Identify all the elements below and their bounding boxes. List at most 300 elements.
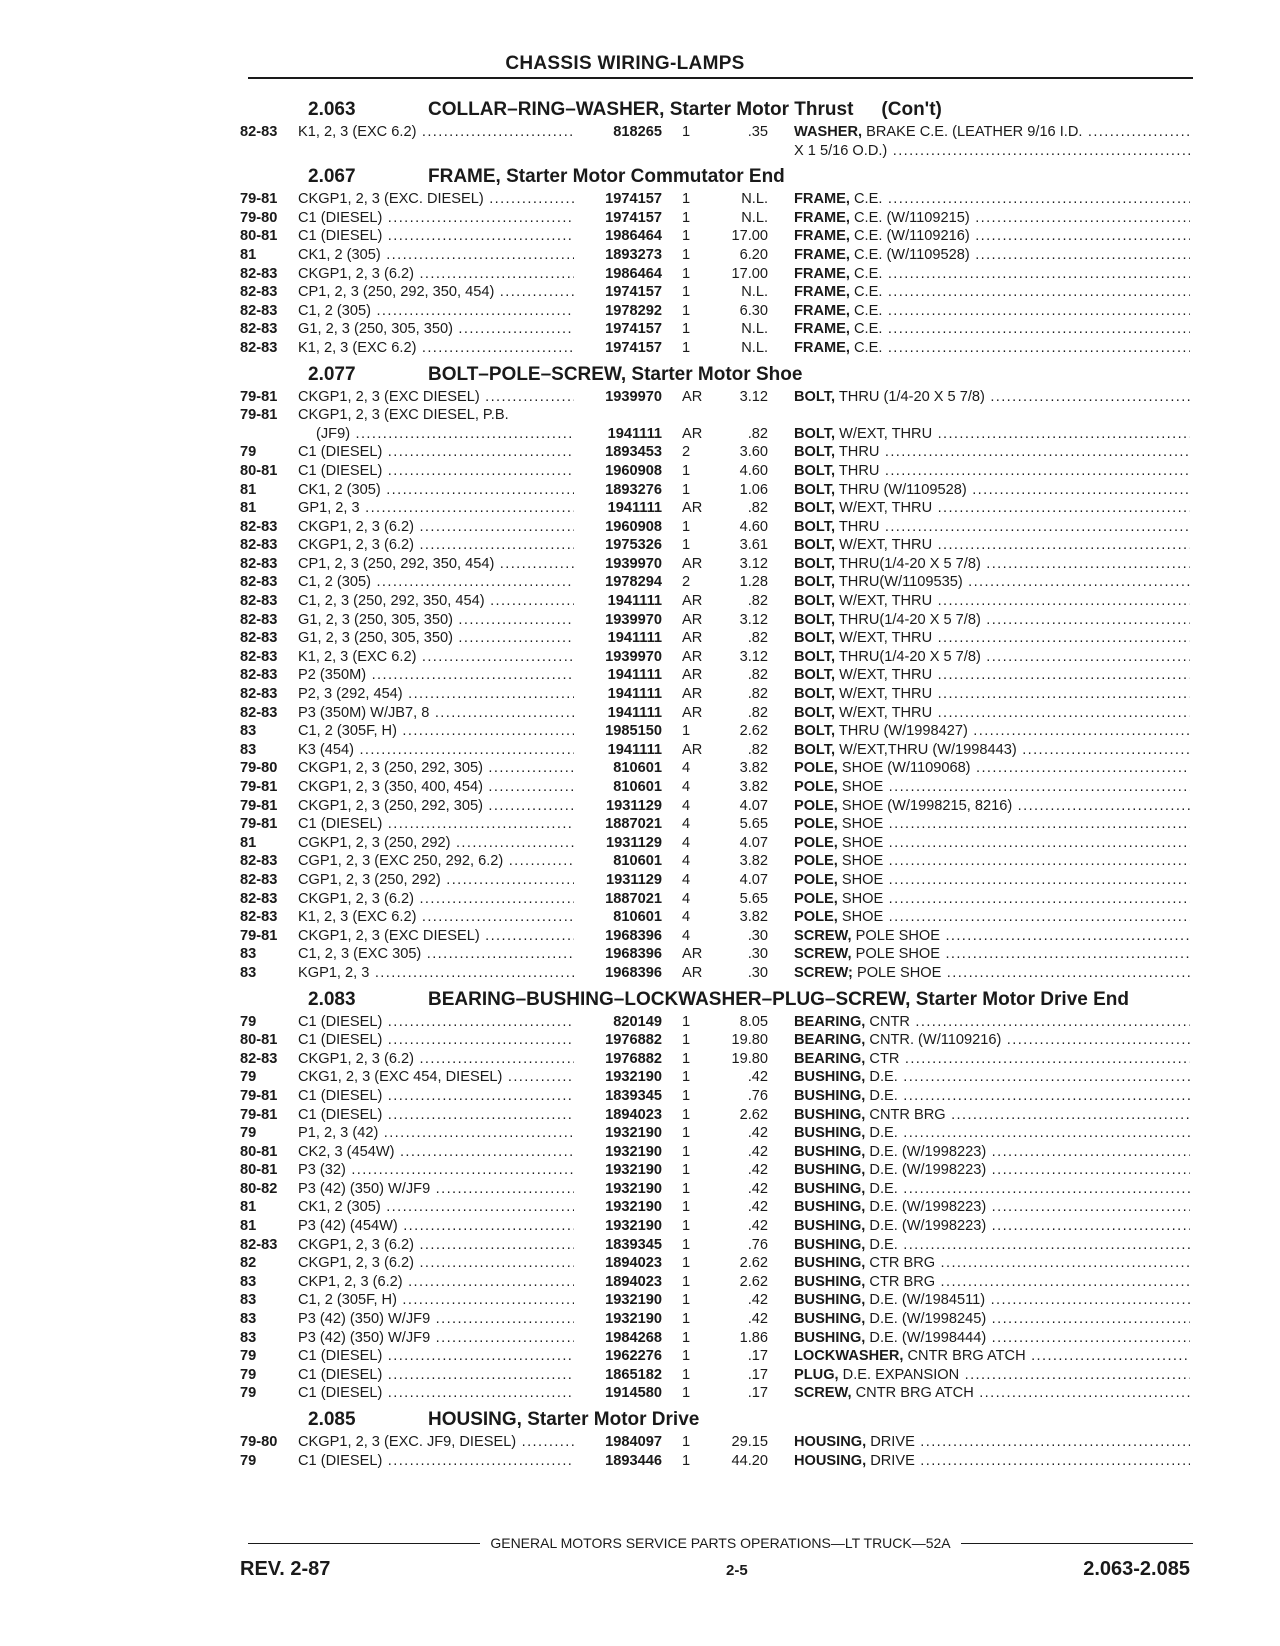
description <box>794 666 1190 685</box>
part-row <box>240 123 1190 142</box>
quantity <box>682 406 712 425</box>
application: C1 (DIESEL) ..... <box>298 209 574 228</box>
quantity: 1 <box>682 1180 691 1197</box>
part-detail: C.E. <box>849 191 883 208</box>
part-number: 1941111 <box>607 500 662 517</box>
model-year: 82-83 <box>240 853 278 870</box>
model-year: 81 <box>240 1218 257 1235</box>
part-detail: C.E. (W/1109216) <box>849 228 970 245</box>
model-year: 81 <box>240 246 257 263</box>
part-name: BOLT, <box>794 593 836 610</box>
model-year: 82-83 <box>240 124 278 140</box>
part-detail: CNTR BRG ATCH <box>851 1385 974 1402</box>
footer-rule-left <box>248 1543 480 1544</box>
quantity: 1 <box>682 246 691 263</box>
part-detail: SHOE <box>837 909 884 926</box>
description <box>794 1198 1190 1217</box>
part-number: 1931129 <box>605 871 662 888</box>
section-number: 2.077 <box>308 363 356 385</box>
part-name: BOLT, <box>794 648 836 665</box>
part-detail: C.E. <box>849 321 883 338</box>
part-detail: THRU (W/1109528) <box>835 481 967 498</box>
description <box>794 283 1190 302</box>
part-number: 1941111 <box>607 593 662 610</box>
model-year: 79-81 <box>240 191 278 208</box>
part-name: FRAME, <box>794 209 850 226</box>
part-row <box>240 964 1190 983</box>
part-number: 1894023 <box>605 1255 662 1272</box>
section-range: 2.063-2.085 <box>1083 1558 1190 1580</box>
part-detail: D.E. (W/1984511) <box>865 1292 986 1309</box>
quantity: 1 <box>682 518 691 535</box>
price: 2.62 <box>739 1273 768 1290</box>
price: N.L. <box>741 209 768 226</box>
part-name: BUSHING, <box>794 1199 866 1216</box>
part-number: 1893273 <box>605 246 662 263</box>
model-year: 82-83 <box>240 537 278 554</box>
application <box>298 142 574 161</box>
part-row <box>240 1366 1190 1385</box>
model-year: 82-83 <box>240 302 278 319</box>
part-detail: DRIVE <box>866 1434 915 1450</box>
part-name: SCREW, <box>794 946 852 963</box>
part-number: 1974157 <box>605 209 662 226</box>
part-row <box>240 320 1190 339</box>
part-name: BOLT, <box>794 444 836 461</box>
part-name: BOLT, <box>794 667 836 684</box>
part-number: 1985150 <box>605 723 662 740</box>
part-row <box>240 462 1190 481</box>
application: G1, 2, 3 (250, 305, 350) ..... <box>298 320 574 339</box>
application: K1, 2, 3 (EXC 6.2) ..... <box>298 123 574 142</box>
application: CKG1, 2, 3 (EXC 454, DIESEL) ..... <box>298 1068 574 1087</box>
quantity: 1 <box>682 339 691 356</box>
price: 5.65 <box>739 890 768 907</box>
part-row <box>240 1050 1190 1069</box>
continued-label: (Con't) <box>881 99 942 120</box>
description <box>794 704 1190 723</box>
part-name: BOLT, <box>794 555 836 572</box>
description <box>794 573 1190 592</box>
section-title <box>428 989 1190 1011</box>
part-detail: C.E. <box>849 339 883 356</box>
part-name: FRAME, <box>794 302 850 319</box>
section-title-text: BEARING–BUSHING–LOCKWASHER–PLUG–SCREW, Starter Motor Drive End <box>428 988 1129 1010</box>
model-year: 82 <box>240 1255 257 1272</box>
part-row <box>240 518 1190 537</box>
section-title-text: BOLT–POLE–SCREW, Starter Motor Shoe <box>428 363 803 385</box>
part-name: BUSHING, <box>794 1143 866 1160</box>
quantity: AR <box>682 704 703 721</box>
description <box>794 320 1190 339</box>
price: 6.30 <box>739 302 768 319</box>
part-number: 1976882 <box>605 1050 662 1067</box>
part-name: BOLT, <box>794 481 836 498</box>
part-number: 1839345 <box>605 1236 662 1253</box>
application: C1 (DIESEL) ..... <box>298 462 574 481</box>
part-number: 1986464 <box>605 265 662 282</box>
page-title: CHASSIS WIRING-LAMPS <box>505 53 745 74</box>
description <box>794 685 1190 704</box>
application: C1, 2, 3 (EXC 305) ..... <box>298 945 574 964</box>
part-number: 1931129 <box>605 797 662 814</box>
part-name: BOLT, <box>794 462 836 479</box>
part-number: 1893453 <box>605 444 662 461</box>
quantity: 1 <box>682 1050 691 1067</box>
price: 3.12 <box>739 648 768 665</box>
part-row <box>240 611 1190 630</box>
application: CKP1, 2, 3 (6.2) ..... <box>298 1273 574 1292</box>
price: 3.60 <box>739 444 768 461</box>
part-detail: CNTR. (W/1109216) <box>865 1032 1002 1049</box>
part-row <box>240 685 1190 704</box>
part-row <box>240 927 1190 946</box>
part-name: SCREW, <box>794 1385 852 1402</box>
part-row <box>240 302 1190 321</box>
part-number: 1974157 <box>605 321 662 338</box>
part-detail: D.E. (W/1998444) <box>865 1329 987 1346</box>
model-year: 82-83 <box>240 284 278 301</box>
application: CKGP1, 2, 3 (350, 400, 454) ..... <box>298 778 574 797</box>
part-name: BUSHING, <box>794 1311 866 1328</box>
revision-label: REV. 2-87 <box>240 1558 331 1580</box>
part-row <box>240 388 1190 407</box>
application: C1, 2 (305) ..... <box>298 302 574 321</box>
model-year: 82-83 <box>240 1050 278 1067</box>
part-name: BOLT, <box>794 500 836 517</box>
part-detail: CTR BRG <box>865 1255 936 1272</box>
description <box>794 499 1190 518</box>
price: 3.82 <box>739 853 768 870</box>
part-number: 810601 <box>613 909 662 926</box>
description <box>794 1236 1190 1255</box>
application: CKGP1, 2, 3 (EXC DIESEL) ..... <box>298 388 574 407</box>
part-name: BUSHING, <box>794 1180 866 1197</box>
application: C1 (DIESEL) ..... <box>298 1031 574 1050</box>
quantity: AR <box>682 611 703 628</box>
part-number: 1887021 <box>605 890 662 907</box>
section-title-text: HOUSING, Starter Motor Drive <box>428 1409 700 1430</box>
model-year: 79 <box>240 1125 257 1142</box>
price: 4.60 <box>739 462 768 479</box>
part-detail: C.E. (W/1109215) <box>849 209 970 226</box>
part-name: BUSHING, <box>794 1106 866 1123</box>
model-year: 81 <box>240 481 257 498</box>
part-name: WASHER, <box>794 124 863 140</box>
description <box>794 1452 1190 1471</box>
description <box>794 759 1190 778</box>
quantity: 4 <box>682 927 691 944</box>
description <box>794 871 1190 890</box>
price: .17 <box>747 1366 768 1383</box>
part-detail: D.E. <box>865 1236 898 1253</box>
part-detail: THRU (1/4-20 X 5 7/8) <box>835 388 985 405</box>
part-detail: C.E. <box>849 265 883 282</box>
description <box>794 1366 1190 1385</box>
part-detail: THRU <box>835 518 880 535</box>
part-detail: POLE SHOE <box>851 927 940 944</box>
part-number: 1978292 <box>605 302 662 319</box>
footer-publisher <box>248 1535 1193 1551</box>
footer-publisher-text: GENERAL MOTORS SERVICE PARTS OPERATIONS—LT TRUCK—52A <box>490 1535 951 1551</box>
application: G1, 2, 3 (250, 305, 350) ..... <box>298 629 574 648</box>
model-year: 79-81 <box>240 1087 278 1104</box>
part-name: BOLT, <box>794 686 836 703</box>
price: .30 <box>747 964 768 981</box>
part-name: BOLT, <box>794 704 836 721</box>
application: CKGP1, 2, 3 (250, 292, 305) ..... <box>298 759 574 778</box>
application: CKGP1, 2, 3 (EXC DIESEL) ..... <box>298 927 574 946</box>
price: .76 <box>747 1087 768 1104</box>
application: GP1, 2, 3 ..... <box>298 499 574 518</box>
model-year: 82-83 <box>240 667 278 684</box>
section-number: 2.083 <box>308 988 356 1010</box>
part-row <box>240 648 1190 667</box>
part-row <box>240 741 1190 760</box>
description <box>794 611 1190 630</box>
part-name: BUSHING, <box>794 1236 866 1253</box>
application: CKGP1, 2, 3 (6.2) ..... <box>298 536 574 555</box>
part-name: LOCKWASHER, <box>794 1348 904 1365</box>
quantity: AR <box>682 686 703 703</box>
application: C1, 2 (305F, H) ..... <box>298 722 574 741</box>
price: 3.12 <box>739 388 768 405</box>
part-name: BOLT, <box>794 518 836 535</box>
price: .17 <box>747 1385 768 1402</box>
part-number: 1976882 <box>605 1032 662 1049</box>
part-row <box>240 1347 1190 1366</box>
quantity: 1 <box>682 1311 691 1328</box>
model-year: 79-80 <box>240 1434 278 1450</box>
model-year: 79 <box>240 1069 257 1086</box>
part-row <box>240 1384 1190 1403</box>
part-number: 1968396 <box>605 964 662 981</box>
model-year: 79-81 <box>240 797 278 814</box>
application: C1, 2 (305) ..... <box>298 573 574 592</box>
application: C1, 2 (305F, H) ..... <box>298 1291 574 1310</box>
model-year: 79 <box>240 1366 257 1383</box>
part-detail: W/EXT, THRU <box>835 593 933 610</box>
part-row <box>240 1198 1190 1217</box>
application: C1 (DIESEL) ..... <box>298 1384 574 1403</box>
part-row <box>240 890 1190 909</box>
part-detail: SHOE <box>837 871 884 888</box>
part-row <box>240 722 1190 741</box>
price: .82 <box>747 704 768 721</box>
part-name: POLE, <box>794 816 838 833</box>
part-detail: THRU <box>835 462 880 479</box>
description <box>794 797 1190 816</box>
price: 2.62 <box>739 1106 768 1123</box>
model-year <box>240 425 298 444</box>
price: N.L. <box>741 339 768 356</box>
price: .82 <box>747 686 768 703</box>
part-number: 1932190 <box>605 1218 662 1235</box>
application: C1 (DIESEL) ..... <box>298 1013 574 1032</box>
application: CKGP1, 2, 3 (6.2) ..... <box>298 1236 574 1255</box>
part-name: BOLT, <box>794 630 836 647</box>
quantity: 4 <box>682 853 691 870</box>
quantity: 1 <box>682 124 691 140</box>
application: CP1, 2, 3 (250, 292, 350, 454) ..... <box>298 555 574 574</box>
part-name: BOLT, <box>794 574 836 591</box>
part-row <box>240 1329 1190 1348</box>
model-year: 82-83 <box>240 555 278 572</box>
part-name: FRAME, <box>794 228 850 245</box>
part-row <box>240 1013 1190 1032</box>
quantity: AR <box>682 425 703 442</box>
part-number: 1939970 <box>605 555 662 572</box>
part-row <box>240 797 1190 816</box>
quantity: 1 <box>682 723 691 740</box>
application: C1 (DIESEL) ..... <box>298 1366 574 1385</box>
quantity: 1 <box>682 1236 691 1253</box>
part-row <box>240 1161 1190 1180</box>
part-detail: SHOE <box>837 890 884 907</box>
price: .42 <box>747 1162 768 1179</box>
price: 4.07 <box>739 871 768 888</box>
model-year: 79 <box>240 1385 257 1402</box>
quantity: 1 <box>682 537 691 554</box>
quantity: AR <box>682 741 703 758</box>
part-row <box>240 945 1190 964</box>
part-number: 1893276 <box>605 481 662 498</box>
part-row <box>240 778 1190 797</box>
part-detail: D.E. (W/1998223) <box>865 1162 987 1179</box>
section-number: 2.063 <box>308 99 356 120</box>
page-number: 2-5 <box>725 1562 748 1579</box>
part-number: 1932190 <box>605 1162 662 1179</box>
application: P3 (350M) W/JB7, 8 ..... <box>298 704 574 723</box>
part-detail: CNTR BRG ATCH <box>903 1348 1026 1365</box>
model-year: 83 <box>240 1273 257 1290</box>
description <box>794 592 1190 611</box>
price: 8.05 <box>739 1013 768 1030</box>
price: .82 <box>747 741 768 758</box>
part-detail: SHOE <box>837 834 884 851</box>
section-title <box>428 166 1190 188</box>
part-detail: D.E. (W/1998223) <box>865 1199 987 1216</box>
part-number: 1865182 <box>605 1366 662 1383</box>
part-row <box>240 499 1190 518</box>
part-number: 1932190 <box>605 1311 662 1328</box>
part-row <box>240 1124 1190 1143</box>
application: CGP1, 2, 3 (EXC 250, 292, 6.2) ..... <box>298 852 574 871</box>
parts-listing <box>240 93 1190 1470</box>
description <box>794 246 1190 265</box>
quantity: 1 <box>682 191 691 208</box>
part-detail: THRU(W/1109535) <box>835 574 963 591</box>
model-year: 81 <box>240 500 257 517</box>
part-row <box>240 871 1190 890</box>
model-year: 79 <box>240 1452 257 1469</box>
application: C1 (DIESEL) ..... <box>298 227 574 246</box>
part-number: 1839345 <box>605 1087 662 1104</box>
application: K3 (454) ..... <box>298 741 574 760</box>
part-row <box>240 1236 1190 1255</box>
application: CKGP1, 2, 3 (6.2) ..... <box>298 1050 574 1069</box>
part-row <box>240 1087 1190 1106</box>
model-year: 79 <box>240 444 257 461</box>
part-name: BUSHING, <box>794 1218 866 1235</box>
section-heading <box>240 166 1190 188</box>
price: 1.86 <box>739 1329 768 1346</box>
part-detail: D.E. <box>865 1180 898 1197</box>
part-name: PLUG, <box>794 1366 839 1383</box>
part-row <box>240 592 1190 611</box>
description <box>794 1087 1190 1106</box>
part-number: 1984097 <box>605 1434 662 1450</box>
quantity: 1 <box>682 1199 691 1216</box>
description <box>794 123 1190 142</box>
part-row <box>240 246 1190 265</box>
part-row <box>240 1143 1190 1162</box>
part-detail: W/EXT,THRU (W/1998443) <box>835 741 1017 758</box>
model-year: 80-82 <box>240 1180 278 1197</box>
part-number: 1941111 <box>607 741 662 758</box>
section-title <box>428 364 1190 386</box>
price <box>712 406 794 425</box>
quantity: 1 <box>682 321 691 338</box>
application: C1 (DIESEL) ..... <box>298 1452 574 1471</box>
price: .82 <box>747 593 768 610</box>
part-name: SCREW; <box>794 964 853 981</box>
part-detail: W/EXT, THRU <box>835 686 933 703</box>
quantity: 1 <box>682 1292 691 1309</box>
part-name: BOLT, <box>794 611 836 628</box>
part-detail: W/EXT, THRU <box>835 500 933 517</box>
part-row <box>240 908 1190 927</box>
description <box>794 227 1190 246</box>
model-year: 81 <box>240 834 257 851</box>
model-year: 83 <box>240 946 257 963</box>
part-detail: W/EXT, THRU <box>835 537 933 554</box>
model-year: 79-80 <box>240 209 278 226</box>
model-year: 80-81 <box>240 1143 278 1160</box>
price: .82 <box>747 667 768 684</box>
price: 3.12 <box>739 555 768 572</box>
price: 1.06 <box>739 481 768 498</box>
application: C1 (DIESEL) ..... <box>298 1106 574 1125</box>
quantity: 1 <box>682 1218 691 1235</box>
description <box>794 1291 1190 1310</box>
price: .42 <box>747 1143 768 1160</box>
part-name: BOLT, <box>794 723 836 740</box>
part-row <box>240 190 1190 209</box>
application: P3 (42) (350) W/JF9 ..... <box>298 1310 574 1329</box>
price: 3.61 <box>739 537 768 554</box>
part-row <box>240 481 1190 500</box>
part-row <box>240 536 1190 555</box>
part-row <box>240 815 1190 834</box>
model-year: 79-80 <box>240 760 278 777</box>
part-detail: W/EXT, THRU <box>835 630 933 647</box>
part-row <box>240 1452 1190 1471</box>
quantity: 4 <box>682 909 691 926</box>
application: CK2, 3 (454W) ..... <box>298 1143 574 1162</box>
part-name: BUSHING, <box>794 1162 866 1179</box>
description <box>794 555 1190 574</box>
part-number: 818265 <box>613 124 662 140</box>
quantity: 4 <box>682 760 691 777</box>
price <box>712 142 794 161</box>
part-number: 1974157 <box>605 339 662 356</box>
part-detail: W/EXT, THRU <box>835 667 933 684</box>
model-year: 79 <box>240 1348 257 1365</box>
description <box>794 945 1190 964</box>
part-number: 1932190 <box>605 1125 662 1142</box>
part-name: POLE, <box>794 834 838 851</box>
